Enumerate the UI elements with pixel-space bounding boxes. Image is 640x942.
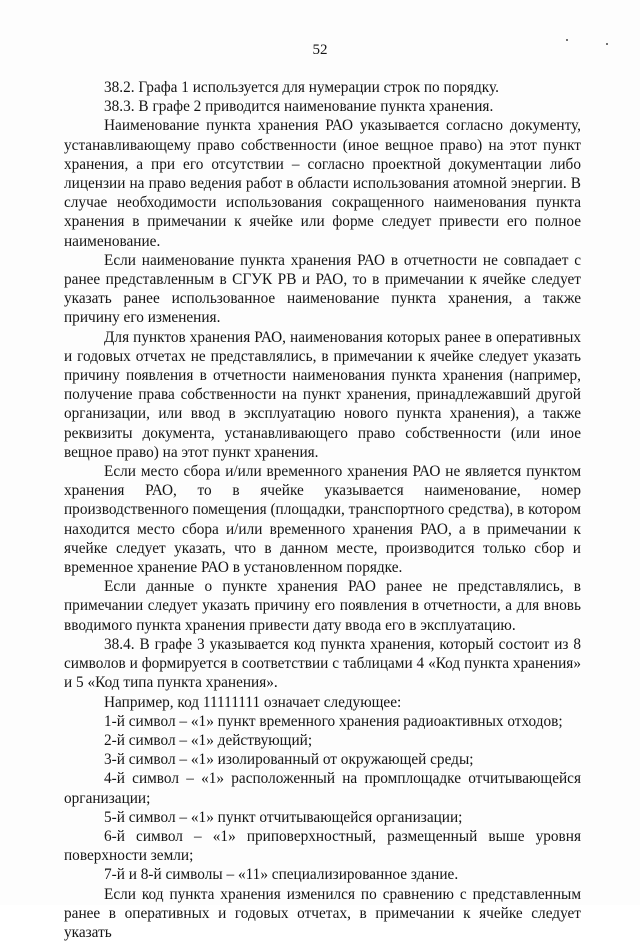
scan-speck (566, 39, 568, 41)
body-text (64, 78, 581, 942)
scan-speck (606, 43, 608, 45)
page-number: 52 (312, 42, 328, 58)
paragraph: Если место сбора и/или временного хранения РАО не является пунктом хранения РАО, то в ячейке указывается наименование, номер производственного помещения (площадки, транспортного средства), в котором находится место сбора и/или временного хранения РАО, а в примечании к ячейке следует указать, что в данном месте, производится только сбор и временное хранение РАО в установленном порядке. (64, 463, 581, 577)
paragraph: Если наименование пункта хранения РАО в отчетности не совпадает с ранее представленным в СГУК РВ и РАО, то в примечании к ячейке следует указать ранее использованное наименование пункта хранения, а также причину его изменения. (64, 251, 581, 327)
code-symbol-item: 3-й символ – «1» изолированный от окружающей среды; (104, 751, 474, 769)
code-symbol-item: 5-й символ – «1» пункт отчитывающейся организации; (104, 808, 463, 826)
paragraph: Если данные о пункте хранения РАО ранее не представлялись, в примечании следует указать причину его появления в отчетности, а для вновь вводимого пункта хранения привести дату ввода его в эксплуатацию. (64, 578, 581, 634)
code-symbol-item: 6-й символ – «1» приповерхностный, размещенный выше уровня поверхности земли; (64, 827, 581, 865)
code-symbol-item: 2-й символ – «1» действующий; (104, 731, 313, 749)
paragraph: Если код пункта хранения изменился по сравнению с представленным ранее в оперативных и годовых отчетах, в примечании к ячейке следует указать (64, 885, 581, 941)
code-symbol-item: 7-й и 8-й символы – «11» специализированное здание. (104, 866, 459, 884)
code-symbol-item: 1-й символ – «1» пункт временного хранения радиоактивных отходов; (104, 712, 563, 730)
paragraph: Для пунктов хранения РАО, наименования которых ранее в оперативных и годовых отчетах не представлялись, в примечании к ячейке следует указать причину появления в отчетности наименования пункта хранения (например, получение права собственности на пункт хранения, принадлежавший другой организации, или ввод в эксплуатацию нового пункта хранения), а также реквизиты документа, устанавливающего право собственности (или иное вещное право) на этот пункт хранения. (64, 328, 581, 461)
paragraph-38-4: 38.4. В графе 3 указывается код пункта хранения, который состоит из 8 символов и формируется в соответствии с таблицами 4 «Код пункта хранения» и 5 «Код типа пункта хранения». (64, 635, 581, 692)
paragraph-38-3: 38.3. В графе 2 приводится наименование пункта хранения. (104, 98, 494, 116)
paragraph: Наименование пункта хранения РАО указывается согласно документу, устанавливающему право собственности (иное вещное право) на этот пункт хранения, а при его отсутствии – согласно проектной документации либо лицензии на право ведения работ в области использования атомной энергии. В случае необходимости использования сокращенного наименования пункта хранения в примечании к ячейке или форме следует привести его полное наименование. (64, 117, 581, 250)
paragraph: Например, код 11111111 означает следующее: (104, 693, 402, 711)
paragraph-38-2: 38.2. Графа 1 используется для нумерации строк по порядку. (104, 79, 499, 96)
code-symbol-item: 4-й символ – «1» расположенный на промплощадке отчитывающейся организации; (64, 770, 581, 807)
